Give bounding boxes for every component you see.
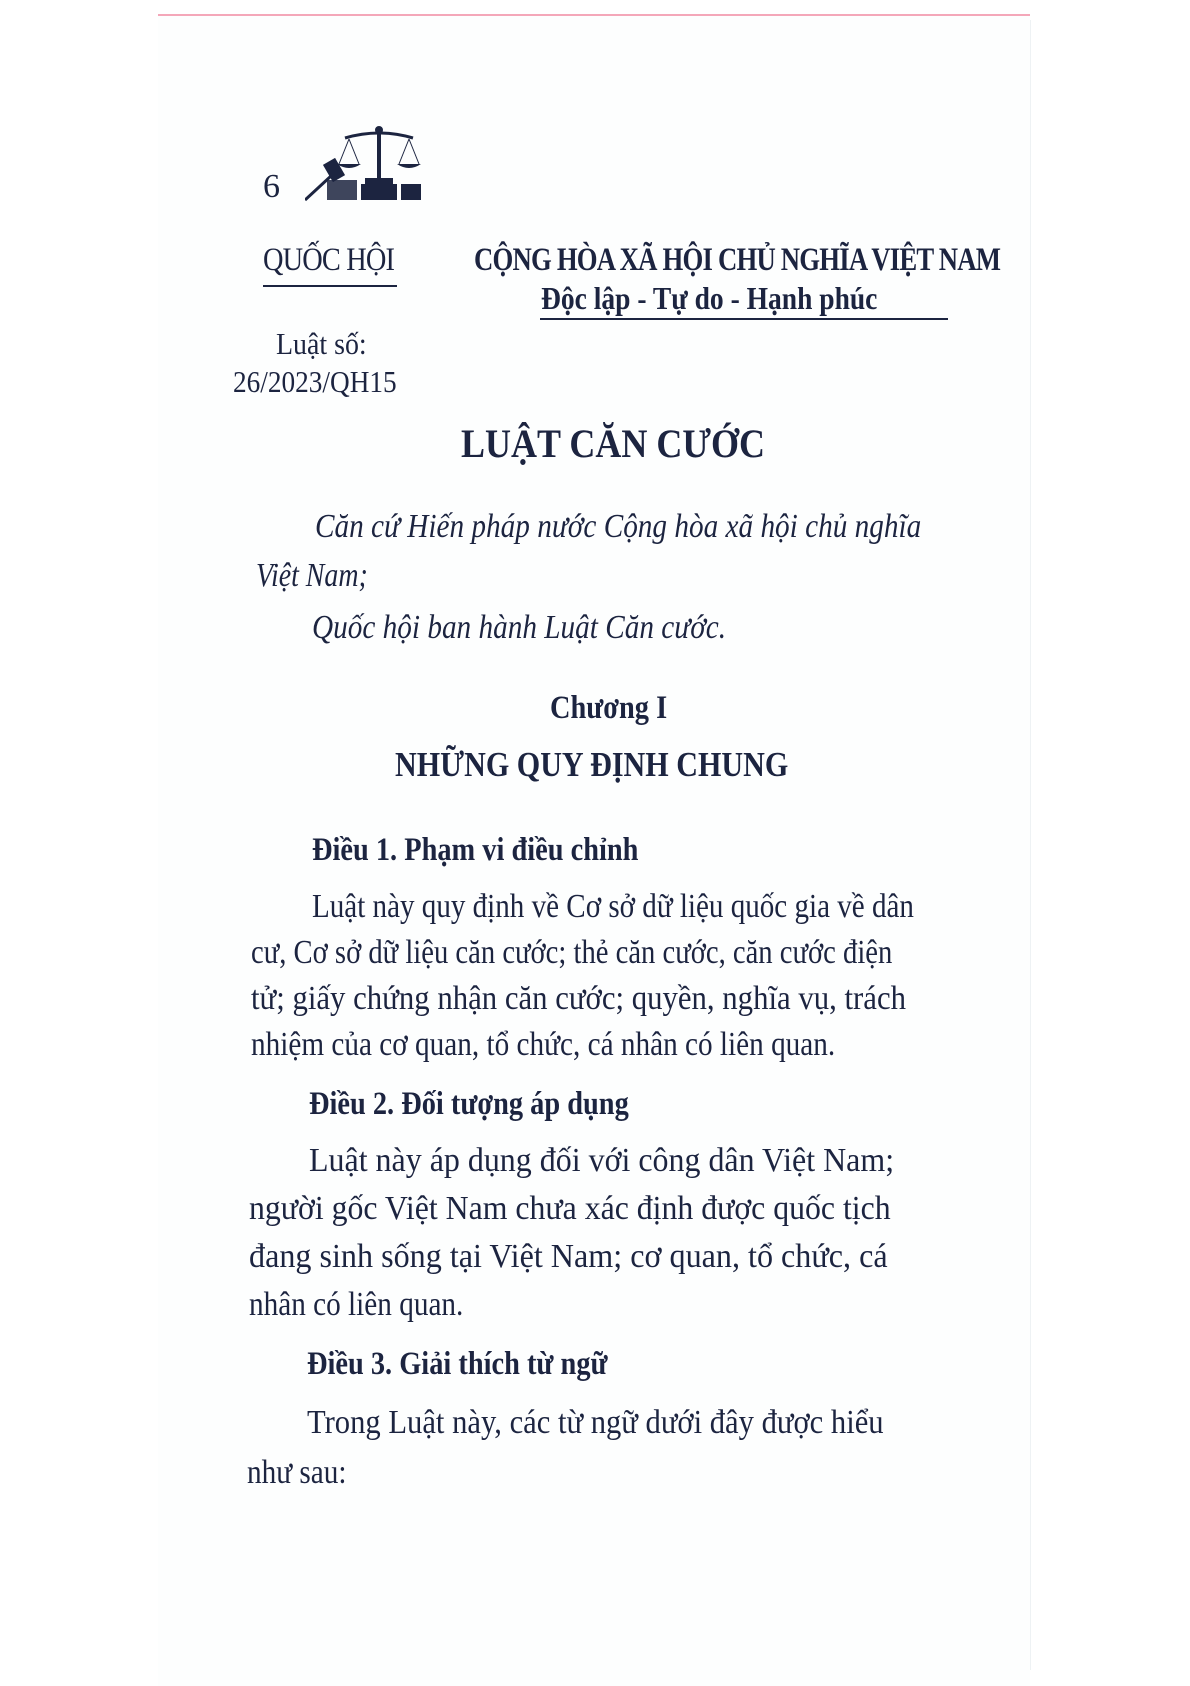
preamble-line: Quốc hội ban hành Luật Căn cước.: [312, 609, 727, 646]
issuer-underline: [263, 285, 397, 287]
article-line: nhân có liên quan.: [249, 1286, 464, 1323]
national-title: CỘNG HÒA XÃ HỘI CHỦ NGHĨA VIỆT NAM: [474, 242, 1001, 278]
article-heading: Điều 3. Giải thích từ ngữ: [307, 1346, 608, 1382]
article-line: nhiệm của cơ quan, tổ chức, cá nhân có liên quan.: [251, 1026, 836, 1063]
motto-underline: [540, 318, 948, 320]
page-edge: [1030, 20, 1031, 1670]
article-line: tử; giấy chứng nhận căn cước; quyền, nghĩa vụ, trách: [251, 980, 907, 1017]
law-number-label: Luật số:: [276, 326, 367, 361]
article-line: cư, Cơ sở dữ liệu căn cước; thẻ căn cước, căn cước điện: [251, 934, 893, 971]
preamble-line: Căn cứ Hiến pháp nước Cộng hòa xã hội chủ nghĩa: [315, 508, 922, 545]
chapter-label: Chương I: [550, 690, 668, 726]
article-line: như sau:: [247, 1454, 347, 1491]
document-title: LUẬT CĂN CƯỚC: [461, 421, 766, 466]
article-heading: Điều 2. Đối tượng áp dụng: [309, 1086, 629, 1122]
law-number: 26/2023/QH15: [233, 364, 397, 399]
national-motto: Độc lập - Tự do - Hạnh phúc: [541, 280, 878, 316]
preamble-line: Việt Nam;: [256, 557, 368, 594]
article-line: đang sinh sống tại Việt Nam; cơ quan, tổ chức, cá: [249, 1238, 888, 1275]
article-line: Luật này áp dụng đối với công dân Việt Nam;: [309, 1142, 895, 1179]
scales-of-justice-gavel-icon: [305, 118, 425, 202]
article-line: Trong Luật này, các từ ngữ dưới đây được hiểu: [307, 1404, 884, 1441]
chapter-title: NHỮNG QUY ĐỊNH CHUNG: [395, 745, 789, 784]
page-number: 6: [263, 168, 280, 205]
article-heading: Điều 1. Phạm vi điều chỉnh: [312, 832, 639, 868]
article-line: người gốc Việt Nam chưa xác định được quốc tịch: [249, 1190, 891, 1227]
article-line: Luật này quy định về Cơ sở dữ liệu quốc gia về dân: [312, 888, 914, 925]
issuer-name: QUỐC HỘI: [263, 242, 395, 278]
